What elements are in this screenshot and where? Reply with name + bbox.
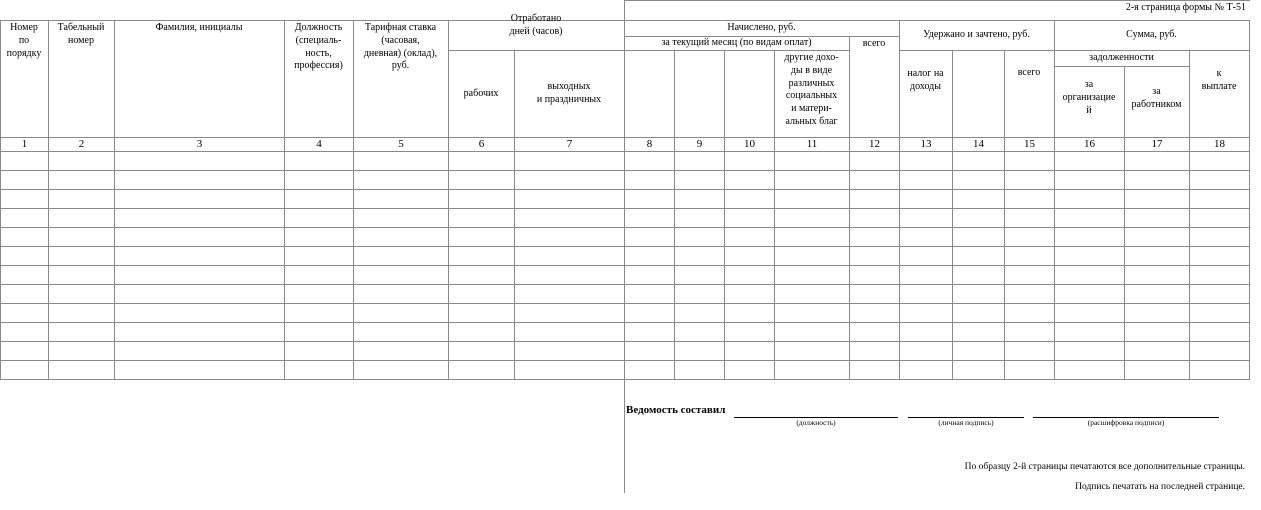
table-cell[interactable] xyxy=(1055,361,1124,379)
position-caption: (должность) xyxy=(796,418,836,427)
table-cell[interactable] xyxy=(1125,190,1189,208)
table-cell[interactable] xyxy=(449,342,514,360)
table-cell[interactable] xyxy=(515,342,624,360)
table-cell[interactable] xyxy=(285,323,353,341)
table-cell[interactable] xyxy=(953,171,1004,189)
table-cell[interactable] xyxy=(1055,190,1124,208)
table-cell[interactable] xyxy=(1190,152,1249,170)
table-cell[interactable] xyxy=(850,190,899,208)
column-number-4: 4 xyxy=(316,138,322,150)
table-cell[interactable] xyxy=(285,228,353,246)
table-cell[interactable] xyxy=(115,361,284,379)
table-cell[interactable] xyxy=(1,228,48,246)
table-cell[interactable] xyxy=(1,247,48,265)
table-cell[interactable] xyxy=(285,247,353,265)
table-cell[interactable] xyxy=(675,209,724,227)
table-cell[interactable] xyxy=(285,171,353,189)
table-cell[interactable] xyxy=(49,266,114,284)
column-number-8: 8 xyxy=(646,138,653,150)
table-cell[interactable] xyxy=(1055,304,1124,322)
table-cell[interactable] xyxy=(850,361,899,379)
table-cell[interactable] xyxy=(725,190,774,208)
table-cell[interactable] xyxy=(354,190,448,208)
table-cell[interactable] xyxy=(285,342,353,360)
column-number-1: 1 xyxy=(21,138,28,150)
table-cell[interactable] xyxy=(1055,228,1124,246)
table-cell[interactable] xyxy=(449,228,514,246)
table-cell[interactable] xyxy=(900,342,952,360)
current-month-line xyxy=(624,50,850,51)
table-cell[interactable] xyxy=(725,247,774,265)
table-cell[interactable] xyxy=(1125,361,1189,379)
table-cell[interactable] xyxy=(449,152,514,170)
table-cell[interactable] xyxy=(775,304,849,322)
table-cell[interactable] xyxy=(515,266,624,284)
table-cell[interactable] xyxy=(354,152,448,170)
table-cell[interactable] xyxy=(515,209,624,227)
header-full-name: Фамилия, инициалы xyxy=(155,22,243,33)
sum-group-line xyxy=(1054,50,1250,51)
header-sum: Сумма, руб. xyxy=(1126,29,1177,41)
table-cell[interactable] xyxy=(675,171,724,189)
table-cell[interactable] xyxy=(675,285,724,303)
table-cell[interactable] xyxy=(1125,304,1189,322)
table-cell[interactable] xyxy=(49,304,114,322)
table-cell[interactable] xyxy=(953,247,1004,265)
table-cell[interactable] xyxy=(1005,152,1054,170)
personal-signature-caption: (личная подпись) xyxy=(938,418,994,427)
table-cell[interactable] xyxy=(1,152,48,170)
withheld-group-line xyxy=(899,50,1055,51)
table-cell[interactable] xyxy=(1125,285,1189,303)
table-cell[interactable] xyxy=(449,304,514,322)
column-number-12: 12 xyxy=(869,138,880,150)
table-cell[interactable] xyxy=(1190,228,1249,246)
table-cell[interactable] xyxy=(1190,285,1249,303)
table-cell[interactable] xyxy=(953,209,1004,227)
table-cell[interactable] xyxy=(1005,304,1054,322)
table-cell[interactable] xyxy=(354,247,448,265)
table-cell[interactable] xyxy=(900,247,952,265)
table-cell[interactable] xyxy=(850,171,899,189)
table-cell[interactable] xyxy=(1190,342,1249,360)
table-cell[interactable] xyxy=(775,152,849,170)
column-number-10: 10 xyxy=(744,138,755,150)
table-cell[interactable] xyxy=(515,361,624,379)
table-cell[interactable] xyxy=(953,266,1004,284)
table-cell[interactable] xyxy=(354,228,448,246)
table-cell[interactable] xyxy=(449,190,514,208)
table-cell[interactable] xyxy=(285,361,353,379)
table-cell[interactable] xyxy=(625,190,674,208)
table-cell[interactable] xyxy=(1005,171,1054,189)
table-cell[interactable] xyxy=(354,266,448,284)
table-row-line xyxy=(0,379,1250,380)
table-cell[interactable] xyxy=(285,190,353,208)
table-cell[interactable] xyxy=(953,304,1004,322)
table-cell[interactable] xyxy=(1190,266,1249,284)
table-cell[interactable] xyxy=(49,190,114,208)
table-cell[interactable] xyxy=(1,209,48,227)
table-cell[interactable] xyxy=(354,171,448,189)
table-cell[interactable] xyxy=(1,323,48,341)
header-accrued: Начислено, руб. xyxy=(727,22,796,34)
table-cell[interactable] xyxy=(900,361,952,379)
table-cell[interactable] xyxy=(449,209,514,227)
table-cell[interactable] xyxy=(449,323,514,341)
table-cell[interactable] xyxy=(900,228,952,246)
table-cell[interactable] xyxy=(1190,304,1249,322)
table-cell[interactable] xyxy=(900,209,952,227)
additional-pages-note: По образцу 2-й страницы печатаются все дополнительные страницы. xyxy=(964,462,1245,472)
header-tariff-rate: Тарифная ставка (часовая, дневная) (оклад), руб. xyxy=(363,22,438,72)
table-cell[interactable] xyxy=(625,247,674,265)
header-income-tax: налог на доходы xyxy=(907,67,944,92)
table-cell[interactable] xyxy=(515,285,624,303)
table-cell[interactable] xyxy=(1005,266,1054,284)
column-number-9: 9 xyxy=(696,138,703,150)
table-cell[interactable] xyxy=(775,266,849,284)
table-cell[interactable] xyxy=(953,323,1004,341)
table-cell[interactable] xyxy=(1005,323,1054,341)
table-cell[interactable] xyxy=(625,171,674,189)
table-cell[interactable] xyxy=(675,190,724,208)
table-cell[interactable] xyxy=(1,190,48,208)
table-cell[interactable] xyxy=(515,304,624,322)
table-cell[interactable] xyxy=(850,285,899,303)
table-cell[interactable] xyxy=(625,285,674,303)
table-cell[interactable] xyxy=(49,285,114,303)
column-number-7: 7 xyxy=(566,138,573,150)
table-cell[interactable] xyxy=(725,304,774,322)
table-cell[interactable] xyxy=(900,323,952,341)
table-cell[interactable] xyxy=(515,171,624,189)
header-position: Должность (специаль- ность, профессия) xyxy=(294,22,343,72)
table-cell[interactable] xyxy=(49,323,114,341)
table-cell[interactable] xyxy=(49,228,114,246)
table-cell[interactable] xyxy=(115,266,284,284)
table-cell[interactable] xyxy=(1,304,48,322)
table-cell[interactable] xyxy=(953,228,1004,246)
table-cell[interactable] xyxy=(449,247,514,265)
table-cell[interactable] xyxy=(49,342,114,360)
table-cell[interactable] xyxy=(900,152,952,170)
table-cell[interactable] xyxy=(725,171,774,189)
table-cell[interactable] xyxy=(1005,342,1054,360)
table-cell[interactable] xyxy=(900,266,952,284)
table-cell[interactable] xyxy=(515,190,624,208)
table-cell[interactable] xyxy=(775,342,849,360)
table-cell[interactable] xyxy=(900,285,952,303)
table-cell[interactable] xyxy=(1190,361,1249,379)
table-cell[interactable] xyxy=(625,152,674,170)
table-cell[interactable] xyxy=(115,342,284,360)
table-cell[interactable] xyxy=(1,171,48,189)
header-debt-employee: за работником xyxy=(1131,85,1182,110)
table-cell[interactable] xyxy=(725,285,774,303)
table-cell[interactable] xyxy=(515,152,624,170)
column-number-6: 6 xyxy=(478,138,485,150)
table-cell[interactable] xyxy=(675,304,724,322)
table-cell[interactable] xyxy=(449,266,514,284)
composed-by-label: Ведомость составил xyxy=(626,404,726,416)
table-cell[interactable] xyxy=(850,266,899,284)
table-cell[interactable] xyxy=(1,361,48,379)
table-cell[interactable] xyxy=(900,171,952,189)
page-top-line xyxy=(624,0,1250,1)
column-number-13: 13 xyxy=(920,138,932,150)
table-cell[interactable] xyxy=(449,361,514,379)
table-cell[interactable] xyxy=(354,304,448,322)
column-number-14: 14 xyxy=(973,138,984,150)
table-cell[interactable] xyxy=(850,228,899,246)
column-number-2: 2 xyxy=(78,138,85,150)
table-cell[interactable] xyxy=(354,323,448,341)
column-number-5: 5 xyxy=(398,138,404,150)
last-page-signature-note: Подпись печатать на последней странице. xyxy=(1075,482,1245,492)
header-withheld: Удержано и зачтено, руб. xyxy=(923,29,1030,41)
table-cell[interactable] xyxy=(115,152,284,170)
form-caption: 2-я страница формы № Т-51 xyxy=(1125,2,1246,13)
table-cell[interactable] xyxy=(900,304,952,322)
table-cell[interactable] xyxy=(775,171,849,189)
header-current-month: за текущий месяц (по видам оплат) xyxy=(661,37,812,49)
table-cell[interactable] xyxy=(675,266,724,284)
table-cell[interactable] xyxy=(115,209,284,227)
table-cell[interactable] xyxy=(775,285,849,303)
table-cell[interactable] xyxy=(675,247,724,265)
table-cell[interactable] xyxy=(449,285,514,303)
table-cell[interactable] xyxy=(625,323,674,341)
table-cell[interactable] xyxy=(49,361,114,379)
table-cell[interactable] xyxy=(625,304,674,322)
table-cell[interactable] xyxy=(850,209,899,227)
table-cell[interactable] xyxy=(775,209,849,227)
table-cell[interactable] xyxy=(625,228,674,246)
table-cell[interactable] xyxy=(49,152,114,170)
table-cell[interactable] xyxy=(354,285,448,303)
table-cell[interactable] xyxy=(775,323,849,341)
table-cell[interactable] xyxy=(1055,247,1124,265)
table-cell[interactable] xyxy=(285,285,353,303)
table-cell[interactable] xyxy=(1125,247,1189,265)
table-cell[interactable] xyxy=(953,190,1004,208)
header-debts: задолженности xyxy=(1089,52,1154,64)
header-debt-organization: за организацие й xyxy=(1062,79,1116,116)
table-cell[interactable] xyxy=(775,190,849,208)
table-cell[interactable] xyxy=(285,152,353,170)
column-number-3: 3 xyxy=(196,138,203,150)
table-cell[interactable] xyxy=(953,342,1004,360)
table-cell[interactable] xyxy=(49,209,114,227)
table-cell[interactable] xyxy=(1055,209,1124,227)
table-cell[interactable] xyxy=(449,171,514,189)
table-cell[interactable] xyxy=(1125,171,1189,189)
table-cell[interactable] xyxy=(1190,190,1249,208)
table-cell[interactable] xyxy=(850,152,899,170)
header-worked-days: Отработано дней (часов) xyxy=(509,12,563,37)
table-cell[interactable] xyxy=(725,209,774,227)
table-cell[interactable] xyxy=(625,209,674,227)
table-cell[interactable] xyxy=(1005,285,1054,303)
table-cell[interactable] xyxy=(1125,209,1189,227)
table-cell[interactable] xyxy=(1005,228,1054,246)
table-cell[interactable] xyxy=(625,342,674,360)
column-number-16: 16 xyxy=(1084,138,1095,150)
table-cell[interactable] xyxy=(775,228,849,246)
header-to-pay: к выплате xyxy=(1201,67,1237,92)
table-cell[interactable] xyxy=(1190,171,1249,189)
table-cell[interactable] xyxy=(1055,171,1124,189)
signature-decoding-caption: (расшифровка подписи) xyxy=(1087,418,1165,427)
table-cell[interactable] xyxy=(285,304,353,322)
table-cell[interactable] xyxy=(1005,361,1054,379)
header-top-line xyxy=(0,20,1250,21)
header-working-days: рабочих xyxy=(463,87,499,99)
table-cell[interactable] xyxy=(1190,323,1249,341)
table-cell[interactable] xyxy=(515,228,624,246)
table-cell[interactable] xyxy=(625,361,674,379)
table-cell[interactable] xyxy=(675,228,724,246)
table-cell[interactable] xyxy=(1190,247,1249,265)
table-cell[interactable] xyxy=(1125,342,1189,360)
column-number-11: 11 xyxy=(806,138,818,150)
table-cell[interactable] xyxy=(354,342,448,360)
table-cell[interactable] xyxy=(115,171,284,189)
table-cell[interactable] xyxy=(725,266,774,284)
table-cell[interactable] xyxy=(725,228,774,246)
table-cell[interactable] xyxy=(725,323,774,341)
table-cell[interactable] xyxy=(115,285,284,303)
table-cell[interactable] xyxy=(115,323,284,341)
table-cell[interactable] xyxy=(675,361,724,379)
table-cell[interactable] xyxy=(953,152,1004,170)
table-cell[interactable] xyxy=(675,342,724,360)
table-cell[interactable] xyxy=(354,209,448,227)
header-order-number: Номер по порядку xyxy=(6,22,42,59)
table-cell[interactable] xyxy=(725,361,774,379)
table-cell[interactable] xyxy=(953,361,1004,379)
table-cell[interactable] xyxy=(1005,247,1054,265)
header-accrued-total: всего xyxy=(862,38,886,49)
worked-group-line xyxy=(448,50,625,51)
column-number-15: 15 xyxy=(1024,138,1035,150)
table-cell[interactable] xyxy=(115,190,284,208)
header-holidays: выходных и праздничных xyxy=(536,81,602,105)
table-cell[interactable] xyxy=(1,266,48,284)
table-cell[interactable] xyxy=(1005,190,1054,208)
table-cell[interactable] xyxy=(1,342,48,360)
table-cell[interactable] xyxy=(850,323,899,341)
header-other-income: другие дохо- ды в виде различных социальных и матери- альных благ xyxy=(784,52,839,127)
table-cell[interactable] xyxy=(1125,152,1189,170)
table-cell[interactable] xyxy=(675,323,724,341)
column-number-18: 18 xyxy=(1214,138,1225,150)
table-cell[interactable] xyxy=(675,152,724,170)
table-cell[interactable] xyxy=(625,266,674,284)
table-cell[interactable] xyxy=(953,285,1004,303)
table-cell[interactable] xyxy=(1125,228,1189,246)
table-cell[interactable] xyxy=(515,247,624,265)
header-withheld-total: всего xyxy=(1017,66,1041,78)
table-cell[interactable] xyxy=(1055,266,1124,284)
table-cell[interactable] xyxy=(115,304,284,322)
column-number-17: 17 xyxy=(1151,138,1163,150)
table-cell[interactable] xyxy=(49,171,114,189)
table-cell[interactable] xyxy=(1190,209,1249,227)
table-cell[interactable] xyxy=(285,266,353,284)
table-cell[interactable] xyxy=(1005,209,1054,227)
table-cell[interactable] xyxy=(850,304,899,322)
table-cell[interactable] xyxy=(1125,323,1189,341)
table-cell[interactable] xyxy=(850,247,899,265)
debts-group-line xyxy=(1054,66,1190,67)
table-cell[interactable] xyxy=(775,247,849,265)
table-cell[interactable] xyxy=(115,228,284,246)
table-cell[interactable] xyxy=(49,247,114,265)
table-cell[interactable] xyxy=(354,361,448,379)
table-cell[interactable] xyxy=(1055,152,1124,170)
table-cell[interactable] xyxy=(1,285,48,303)
table-cell[interactable] xyxy=(285,209,353,227)
table-cell[interactable] xyxy=(775,361,849,379)
table-cell[interactable] xyxy=(850,342,899,360)
table-cell[interactable] xyxy=(1125,266,1189,284)
header-personnel-number: Табельный номер xyxy=(57,22,105,46)
column-line xyxy=(1249,20,1250,380)
table-cell[interactable] xyxy=(725,152,774,170)
table-cell[interactable] xyxy=(515,323,624,341)
table-cell[interactable] xyxy=(1055,342,1124,360)
table-cell[interactable] xyxy=(1055,323,1124,341)
table-cell[interactable] xyxy=(1055,285,1124,303)
table-cell[interactable] xyxy=(900,190,952,208)
table-cell[interactable] xyxy=(115,247,284,265)
table-cell[interactable] xyxy=(725,342,774,360)
